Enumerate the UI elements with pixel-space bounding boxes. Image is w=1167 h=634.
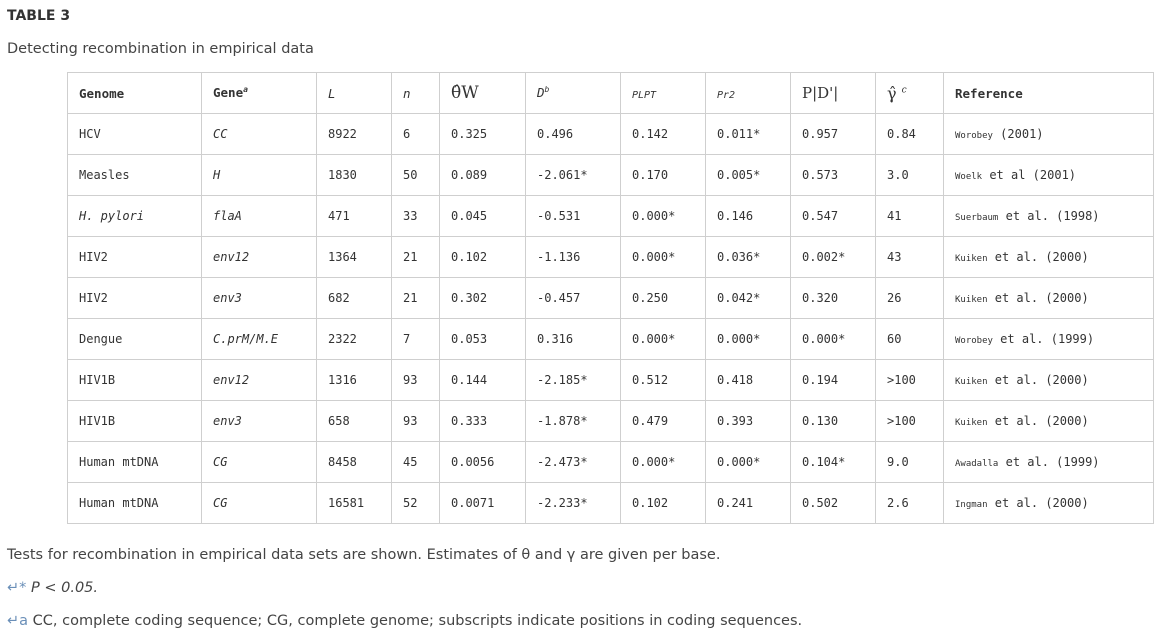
cell-p-r2: 0.036* bbox=[706, 237, 791, 278]
cell-p-r2: 0.005* bbox=[706, 155, 791, 196]
cell-n: 6 bbox=[392, 114, 440, 155]
cell-p-lpt: 0.000* bbox=[621, 237, 706, 278]
cell-gene: C.prM/M.E bbox=[202, 319, 317, 360]
cell-D: -2.185* bbox=[526, 360, 621, 401]
cell-reference bbox=[944, 360, 1154, 401]
cell-L: 8458 bbox=[317, 442, 392, 483]
header-D: $D^b$ bbox=[526, 73, 621, 114]
cell-p-lpt: 0.479 bbox=[621, 401, 706, 442]
cell-gamma: >100 bbox=[876, 360, 944, 401]
cell-genome: Measles bbox=[68, 155, 202, 196]
reference-citation: et al. (2000) bbox=[994, 414, 1089, 428]
cell-reference bbox=[944, 155, 1154, 196]
cell-n: 33 bbox=[392, 196, 440, 237]
table-row bbox=[68, 278, 1154, 319]
cell-reference bbox=[944, 114, 1154, 155]
cell-p-r2: 0.000* bbox=[706, 442, 791, 483]
cell-gene: flaA bbox=[202, 196, 317, 237]
cell-D: -2.061* bbox=[526, 155, 621, 196]
cell-p-lpt: 0.000* bbox=[621, 319, 706, 360]
header-theta-w: θ̂W bbox=[440, 73, 526, 114]
cell-n: 52 bbox=[392, 483, 440, 524]
reference-citation: et al (2001) bbox=[989, 168, 1077, 182]
reference-author: Worobey bbox=[955, 131, 993, 141]
cell-theta: 0.333 bbox=[440, 401, 526, 442]
cell-reference bbox=[944, 483, 1154, 524]
cell-p-lpt: 0.512 bbox=[621, 360, 706, 401]
cell-D: -0.531 bbox=[526, 196, 621, 237]
cell-reference bbox=[944, 278, 1154, 319]
cell-theta: 0.102 bbox=[440, 237, 526, 278]
cell-gamma: 43 bbox=[876, 237, 944, 278]
cell-gamma: >100 bbox=[876, 401, 944, 442]
cell-D: -1.878* bbox=[526, 401, 621, 442]
cell-theta: 0.302 bbox=[440, 278, 526, 319]
reference-citation: et al. (2000) bbox=[994, 373, 1089, 387]
cell-L: 2322 bbox=[317, 319, 392, 360]
cell-p-d: 0.320 bbox=[791, 278, 876, 319]
cell-D: -2.233* bbox=[526, 483, 621, 524]
header-p-lpt: PLPT bbox=[621, 73, 706, 114]
cell-n: 7 bbox=[392, 319, 440, 360]
header-n: n bbox=[392, 73, 440, 114]
cell-genome: HCV bbox=[68, 114, 202, 155]
cell-p-d: 0.573 bbox=[791, 155, 876, 196]
cell-gene: H bbox=[202, 155, 317, 196]
cell-L: 1830 bbox=[317, 155, 392, 196]
cell-theta: 0.0056 bbox=[440, 442, 526, 483]
table-row bbox=[68, 483, 1154, 524]
cell-p-lpt: 0.250 bbox=[621, 278, 706, 319]
reference-author: Kuiken bbox=[955, 254, 988, 264]
header-genome: Genome bbox=[68, 73, 202, 114]
cell-p-d: 0.957 bbox=[791, 114, 876, 155]
cell-p-lpt: 0.000* bbox=[621, 196, 706, 237]
reference-citation: et al. (2000) bbox=[994, 291, 1089, 305]
reference-author: Worobey bbox=[955, 336, 993, 346]
cell-p-d: 0.547 bbox=[791, 196, 876, 237]
cell-gamma: 2.6 bbox=[876, 483, 944, 524]
cell-gene: CC bbox=[202, 114, 317, 155]
cell-gamma: 3.0 bbox=[876, 155, 944, 196]
cell-gamma: 41 bbox=[876, 196, 944, 237]
reference-citation: et al. (1999) bbox=[1005, 455, 1100, 469]
cell-gene: CG bbox=[202, 442, 317, 483]
cell-p-d: 0.002* bbox=[791, 237, 876, 278]
cell-L: 16581 bbox=[317, 483, 392, 524]
cell-p-r2: 0.042* bbox=[706, 278, 791, 319]
cell-p-lpt: 0.102 bbox=[621, 483, 706, 524]
cell-theta: 0.325 bbox=[440, 114, 526, 155]
reference-author: Kuiken bbox=[955, 377, 988, 387]
cell-L: 471 bbox=[317, 196, 392, 237]
cell-n: 21 bbox=[392, 278, 440, 319]
table-row bbox=[68, 360, 1154, 401]
cell-gamma: 0.84 bbox=[876, 114, 944, 155]
cell-p-r2: 0.146 bbox=[706, 196, 791, 237]
cell-genome: HIV2 bbox=[68, 237, 202, 278]
cell-p-lpt: 0.170 bbox=[621, 155, 706, 196]
cell-D: 0.496 bbox=[526, 114, 621, 155]
cell-reference bbox=[944, 442, 1154, 483]
cell-theta: 0.053 bbox=[440, 319, 526, 360]
reference-author: Kuiken bbox=[955, 418, 988, 428]
cell-gene: env12 bbox=[202, 237, 317, 278]
reference-citation: (2001) bbox=[1000, 127, 1044, 141]
table-caption: Detecting recombination in empirical data bbox=[7, 41, 314, 57]
cell-theta: 0.144 bbox=[440, 360, 526, 401]
footnote-star-mark[interactable]: ↵* bbox=[7, 580, 27, 596]
reference-author: Kuiken bbox=[955, 295, 988, 305]
footnote-general: Tests for recombination in empirical data sets are shown. Estimates of θ and γ are given per base. bbox=[7, 547, 721, 563]
cell-L: 1316 bbox=[317, 360, 392, 401]
header-row bbox=[68, 73, 1154, 114]
cell-gene: env12 bbox=[202, 360, 317, 401]
header-p-d: P|D'| bbox=[791, 73, 876, 114]
cell-genome: Human mtDNA bbox=[68, 442, 202, 483]
table-label: TABLE 3 bbox=[7, 8, 71, 24]
cell-p-r2: 0.241 bbox=[706, 483, 791, 524]
cell-reference bbox=[944, 319, 1154, 360]
footnote-a-mark[interactable]: ↵a bbox=[7, 613, 29, 629]
header-gene: Gene$^a$ bbox=[202, 73, 317, 114]
cell-p-r2: 0.393 bbox=[706, 401, 791, 442]
cell-D: -2.473* bbox=[526, 442, 621, 483]
table-row bbox=[68, 155, 1154, 196]
cell-D: -1.136 bbox=[526, 237, 621, 278]
cell-theta: 0.089 bbox=[440, 155, 526, 196]
cell-reference bbox=[944, 401, 1154, 442]
cell-p-r2: 0.418 bbox=[706, 360, 791, 401]
reference-author: Suerbaum bbox=[955, 213, 999, 223]
cell-gene: env3 bbox=[202, 401, 317, 442]
reference-citation: et al. (2000) bbox=[994, 250, 1089, 264]
cell-gene: CG bbox=[202, 483, 317, 524]
cell-L: 682 bbox=[317, 278, 392, 319]
cell-p-d: 0.130 bbox=[791, 401, 876, 442]
cell-n: 50 bbox=[392, 155, 440, 196]
reference-author: Woelk bbox=[955, 172, 983, 182]
cell-p-d: 0.194 bbox=[791, 360, 876, 401]
table-row bbox=[68, 114, 1154, 155]
cell-n: 93 bbox=[392, 360, 440, 401]
reference-citation: et al. (2000) bbox=[994, 496, 1089, 510]
cell-reference bbox=[944, 237, 1154, 278]
cell-gamma: 9.0 bbox=[876, 442, 944, 483]
reference-author: Ingman bbox=[955, 500, 988, 510]
cell-p-lpt: 0.000* bbox=[621, 442, 706, 483]
cell-theta: 0.045 bbox=[440, 196, 526, 237]
cell-p-d: 0.502 bbox=[791, 483, 876, 524]
table-row bbox=[68, 442, 1154, 483]
reference-citation: et al. (1998) bbox=[1005, 209, 1100, 223]
cell-p-d: 0.000* bbox=[791, 319, 876, 360]
cell-theta: 0.0071 bbox=[440, 483, 526, 524]
table-row bbox=[68, 401, 1154, 442]
cell-genome: HIV1B bbox=[68, 360, 202, 401]
cell-D: -0.457 bbox=[526, 278, 621, 319]
table-row bbox=[68, 237, 1154, 278]
cell-genome: HIV2 bbox=[68, 278, 202, 319]
header-reference: Reference bbox=[944, 73, 1154, 114]
cell-L: 8922 bbox=[317, 114, 392, 155]
cell-genome: Dengue bbox=[68, 319, 202, 360]
cell-gamma: 60 bbox=[876, 319, 944, 360]
cell-p-d: 0.104* bbox=[791, 442, 876, 483]
recombination-table bbox=[67, 72, 1154, 524]
header-gamma: γ̂ $^c$ bbox=[876, 73, 944, 114]
cell-p-r2: 0.011* bbox=[706, 114, 791, 155]
cell-L: 1364 bbox=[317, 237, 392, 278]
table-row bbox=[68, 319, 1154, 360]
cell-genome: HIV1B bbox=[68, 401, 202, 442]
reference-author: Awadalla bbox=[955, 459, 999, 469]
cell-D: 0.316 bbox=[526, 319, 621, 360]
cell-p-r2: 0.000* bbox=[706, 319, 791, 360]
cell-gene: env3 bbox=[202, 278, 317, 319]
header-L: L bbox=[317, 73, 392, 114]
table-row bbox=[68, 196, 1154, 237]
footnote-a: ↵a CC, complete coding sequence; CG, complete genome; subscripts indicate positions in coding sequences. bbox=[7, 613, 803, 629]
header-p-r2: Pr2 bbox=[706, 73, 791, 114]
cell-reference bbox=[944, 196, 1154, 237]
reference-citation: et al. (1999) bbox=[1000, 332, 1095, 346]
cell-genome: Human mtDNA bbox=[68, 483, 202, 524]
cell-n: 93 bbox=[392, 401, 440, 442]
cell-L: 658 bbox=[317, 401, 392, 442]
cell-n: 45 bbox=[392, 442, 440, 483]
cell-gamma: 26 bbox=[876, 278, 944, 319]
footnote-star: ↵* P < 0.05. bbox=[7, 580, 99, 596]
cell-p-lpt: 0.142 bbox=[621, 114, 706, 155]
cell-genome: H. pylori bbox=[68, 196, 202, 237]
cell-n: 21 bbox=[392, 237, 440, 278]
